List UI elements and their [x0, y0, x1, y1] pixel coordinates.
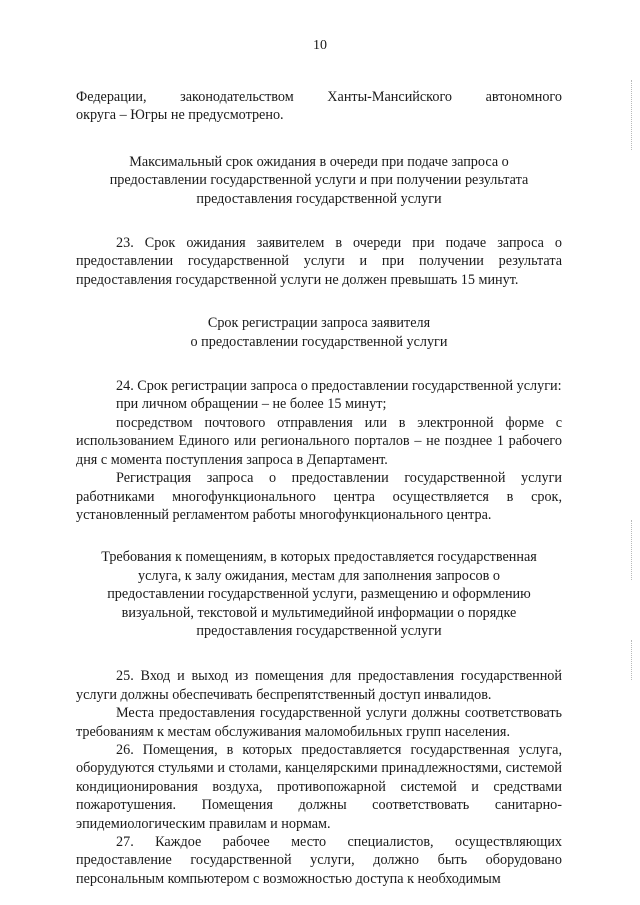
heading-line: Требования к помещениям, в которых предоставляется государственная [101, 549, 537, 566]
paragraph-27: 27. Каждое рабочее место специалистов, осуществляющих предоставление государственной услуги, должно быть оборудовано персональным компьютером с возможностью доступа к необходимым [76, 834, 562, 887]
continuation-line-2: округа – Югры не предусмотрено. [76, 107, 284, 124]
paragraph-26: 26. Помещения, в которых предоставляется государственная услуга, оборудуются стульями и столами, канцелярскими принадлежностями, системой кондиционирования воздуха, противопожарной системой и средствами пожаротушения. Помещения должны соответствовать санитарно-эпидемиологическим правилам и нормам. [76, 741, 562, 832]
scan-margin-mark [631, 640, 634, 680]
section-heading-registration-time [76, 314, 562, 351]
paragraph-25-continued: Места предоставления государственной услуги должны соответствовать требованиям к местам обслуживания маломобильных групп населения. [76, 705, 562, 740]
continuation-line-1: Федерации, законодательством Ханты-Мансийского автономного [76, 89, 562, 105]
heading-line: предоставления государственной услуги [196, 190, 442, 207]
heading-line: визуальной, текстовой и мультимедийной информации о порядке [121, 604, 517, 621]
scan-margin-mark [631, 80, 634, 150]
heading-line: предоставлении государственной услуги и при получении результата [109, 172, 529, 189]
document-body [76, 88, 562, 888]
scan-margin-mark [631, 520, 634, 580]
heading-line: о предоставлении государственной услуги [190, 333, 448, 350]
paragraph-24-item-personal: при личном обращении – не более 15 минут; [116, 396, 387, 413]
section-heading-waiting-time [76, 153, 562, 208]
heading-line: Максимальный срок ожидания в очереди при подаче запроса о [129, 153, 509, 170]
paragraph-24-item-postal: посредством почтового отправления или в электронной форме с использованием Единого или регионального порталов – не позднее 1 рабочего дня с момента поступления запроса в Департамент. [76, 414, 562, 468]
page-number: 10 [313, 38, 327, 53]
heading-line: предоставлении государственной услуги, размещению и оформлению [107, 586, 531, 603]
heading-line: предоставления государственной услуги [196, 622, 442, 639]
section-heading-premises [76, 548, 562, 640]
paragraph-25: 25. Вход и выход из помещения для предоставления государственной услуги должны обеспечивать беспрепятственный доступ инвалидов. [76, 668, 562, 703]
heading-line: Срок регистрации запроса заявителя [207, 315, 431, 332]
paragraph-24-item-mfc: Регистрация запроса о предоставлении государственной услуги работниками многофункционального центра осуществляется в срок, установленный регламентом работы многофункционального центра. [76, 470, 562, 523]
paragraph-23: 23. Срок ожидания заявителем в очереди при подаче запроса о предоставлении государственной услуги и при получении результата предоставления государственной услуги не должен превышать 15 минут. [76, 235, 562, 288]
paragraph-24-intro: 24. Срок регистрации запроса о предоставлении государственной услуги: [116, 378, 562, 395]
heading-line: услуга, к залу ожидания, местам для заполнения запросов о [138, 567, 500, 584]
